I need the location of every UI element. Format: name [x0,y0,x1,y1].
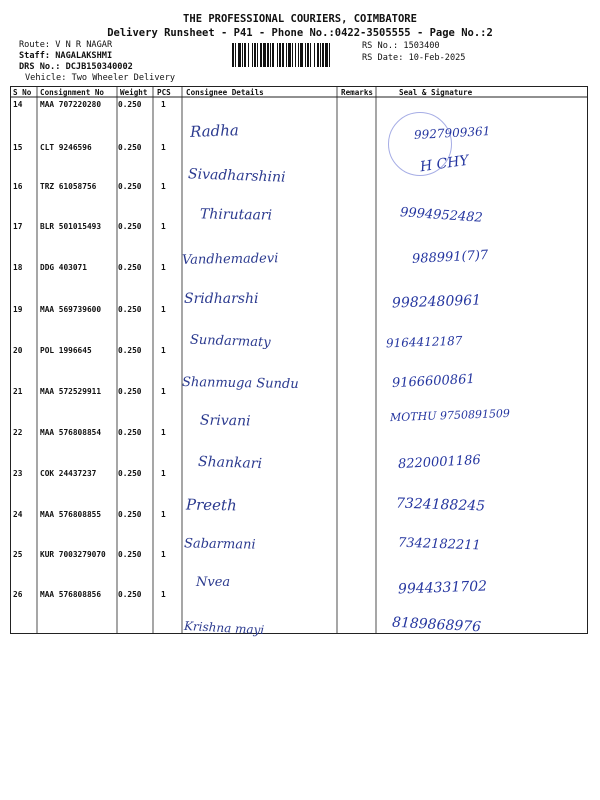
signature-phone-handwritten: 7324188245 [395,495,486,515]
row-sno: 18 [13,263,23,272]
signature-phone-handwritten: H CHY [419,152,470,176]
consignee-handwritten-name: Radha [189,121,240,141]
signature-phone-handwritten: 8220001186 [397,452,482,473]
row-pcs: 1 [161,387,166,396]
row-weight: 0.250 [118,469,142,478]
consignee-handwritten-name: Nvea [196,575,231,590]
barcode-bar [248,43,249,67]
row-weight: 0.250 [118,263,142,272]
row-pcs: 1 [161,100,166,109]
row-pcs: 1 [161,550,166,559]
row-pcs: 1 [161,143,166,152]
barcode-bar [270,43,271,67]
row-weight: 0.250 [118,305,142,314]
row-consignment-no: MAA 576808856 [40,590,102,599]
signature-phone-handwritten: 9994952482 [399,205,484,226]
row-weight: 0.250 [118,182,142,191]
barcode-bar [267,43,269,67]
drs-label: DRS No.: DCJB150340002 [19,62,133,72]
row-consignment-no: MAA 572529911 [40,387,102,396]
barcode-bar [279,43,281,67]
row-consignment-no: CLT 9246596 [40,143,92,152]
col-header-consignment: Consignment No [40,88,105,97]
row-consignment-no: MAA 707220280 [40,100,102,109]
barcode-bar [314,43,315,67]
consignee-handwritten-name: Sundarmaty [189,332,271,351]
col-header-weight: Weight [120,88,148,97]
row-sno: 16 [13,182,23,191]
consignee-handwritten-name: Sabarmani [183,536,256,553]
barcode-bar [238,43,241,67]
barcode-bar [288,43,291,67]
row-weight: 0.250 [118,100,142,109]
barcode [232,43,353,67]
row-pcs: 1 [161,590,166,599]
barcode-bar [320,43,321,67]
row-consignment-no: DDG 403071 [40,263,87,272]
col-header-pcs: PCS [157,88,171,97]
barcode-bar [282,43,284,67]
row-pcs: 1 [161,346,166,355]
row-pcs: 1 [161,222,166,231]
row-pcs: 1 [161,305,166,314]
consignee-handwritten-name: Thirutaari [199,206,273,224]
barcode-bar [252,43,253,67]
barcode-bar [322,43,324,67]
row-sno: 22 [13,428,23,437]
consignee-handwritten-name: Sivadharshini [187,166,286,186]
barcode-bar [295,43,296,67]
consignee-handwritten-name: Shanmuga Sundu [181,374,299,393]
row-sno: 26 [13,590,23,599]
row-pcs: 1 [161,263,166,272]
courier-seal-stamp [388,112,452,176]
consignee-handwritten-name: Srivani [199,412,251,430]
row-sno: 23 [13,469,23,478]
row-sno: 21 [13,387,23,396]
barcode-bar [300,43,303,67]
barcode-bar [257,43,258,67]
route-label: Route: V N R NAGAR [19,40,113,50]
row-weight: 0.250 [118,510,142,519]
signature-phone-handwritten: 8189868976 [391,614,482,636]
signature-phone-handwritten: 9927909361 [413,124,491,142]
row-weight: 0.250 [118,428,142,437]
col-header-signature: Seal & Signature [399,88,473,97]
barcode-bar [305,43,306,67]
row-sno: 15 [13,143,23,152]
signature-phone-handwritten: 9166600861 [391,371,476,392]
consignee-handwritten-name: Sridharshi [184,291,259,307]
barcode-bar [298,43,299,67]
row-weight: 0.250 [118,222,142,231]
barcode-bar [307,43,309,67]
row-pcs: 1 [161,182,166,191]
row-pcs: 1 [161,510,166,519]
barcode-bar [329,43,330,67]
staff-label: Staff: NAGALAKSHMI [19,51,113,61]
rs-number: RS No.: 1503400 [362,41,440,51]
row-sno: 17 [13,222,23,231]
row-sno: 14 [13,100,23,109]
signature-phone-handwritten: 9982480961 [391,292,482,312]
signature-phone-handwritten: 9944331702 [397,578,488,598]
row-consignment-no: MAA 576808854 [40,428,102,437]
runsheet-subtitle: Delivery Runsheet - P41 - Phone No.:0422-3505555 - Page No.:2 [107,27,493,39]
consignee-handwritten-name: Krishna mayi [183,618,265,638]
row-consignment-no: BLR 501015493 [40,222,102,231]
row-sno: 19 [13,305,23,314]
signature-phone-handwritten: 988991(7)7 [411,248,489,267]
row-sno: 25 [13,550,23,559]
vehicle-label: Vehicle: Two Wheeler Delivery [25,73,176,83]
signature-phone-handwritten: 9164412187 [385,333,463,351]
row-pcs: 1 [161,469,166,478]
barcode-bar [286,43,287,67]
col-header-sno: S No [13,88,32,97]
col-header-consignee: Consignee Details [186,88,264,97]
barcode-bar [317,43,319,67]
barcode-bar [242,43,243,67]
barcode-bar [232,43,234,67]
row-consignment-no: TRZ 61058756 [40,182,97,191]
consignee-handwritten-name: Preeth [185,495,237,515]
consignee-handwritten-name: Vandhemadevi [181,251,279,268]
row-weight: 0.250 [118,346,142,355]
barcode-bar [310,43,311,67]
row-weight: 0.250 [118,143,142,152]
rs-date: RS Date: 10-Feb-2025 [362,53,466,63]
barcode-bar [277,43,278,67]
barcode-bar [292,43,293,67]
row-consignment-no: KUR 7003279070 [40,550,106,559]
row-sno: 24 [13,510,23,519]
row-weight: 0.250 [118,550,142,559]
signature-phone-handwritten: 7342182211 [397,535,481,554]
row-consignment-no: COK 24437237 [40,469,97,478]
barcode-bar [235,43,236,67]
col-header-remarks: Remarks [341,88,374,97]
row-consignment-no: MAA 576808855 [40,510,102,519]
barcode-bar [244,43,246,67]
row-weight: 0.250 [118,387,142,396]
barcode-bar [272,43,274,67]
row-sno: 20 [13,346,23,355]
signature-phone-handwritten: MOTHU 9750891509 [389,406,511,425]
barcode-bar [325,43,328,67]
row-pcs: 1 [161,428,166,437]
row-weight: 0.250 [118,590,142,599]
barcode-bar [254,43,256,67]
document-title: THE PROFESSIONAL COURIERS, COIMBATORE [183,13,417,25]
barcode-bar [260,43,262,67]
row-consignment-no: MAA 569739600 [40,305,102,314]
barcode-bar [263,43,266,67]
row-consignment-no: POL 1996645 [40,346,92,355]
consignee-handwritten-name: Shankari [197,453,263,473]
